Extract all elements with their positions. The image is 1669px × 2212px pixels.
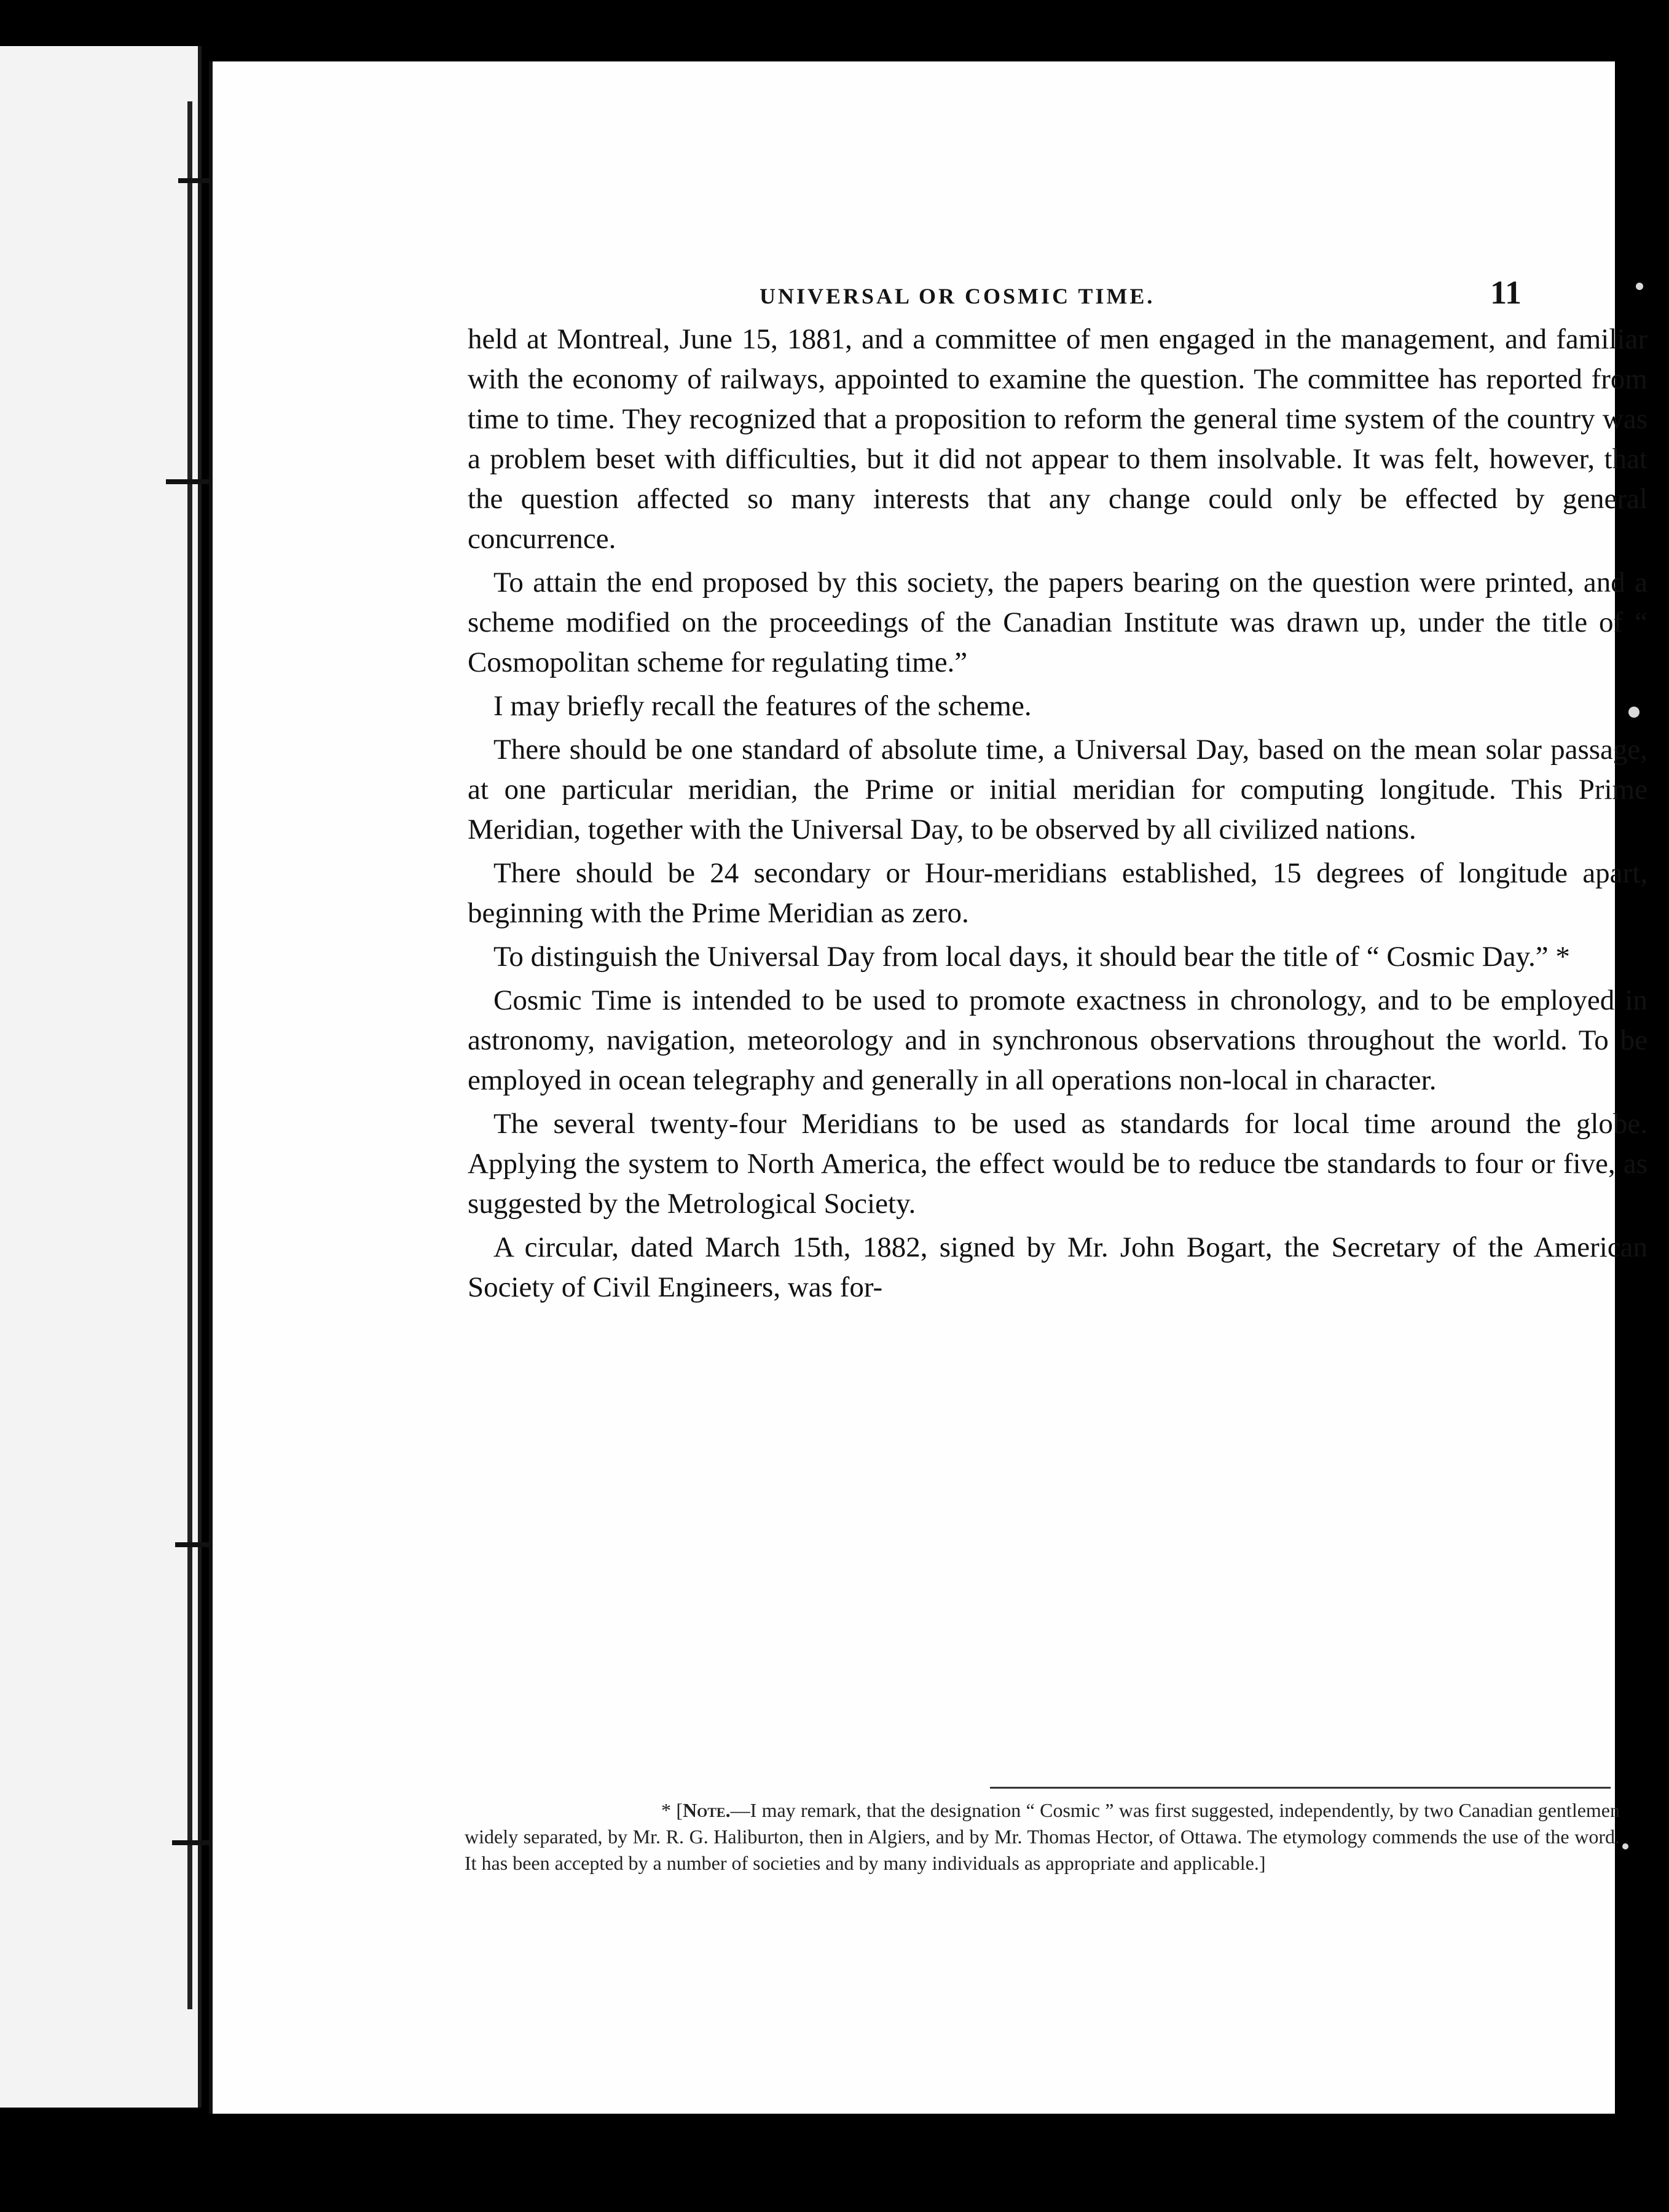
scan-speck — [1628, 707, 1640, 718]
paragraph: There should be one standard of absolute time, a Universal Day, based on the mean solar passage, at one particular meridian, the Prime or initial meridian for computing longitude. This Prime Meridian, together with the Universal Day, to be observed by all civilized nations. — [468, 734, 1647, 845]
paragraph: To attain the end proposed by this society, the papers bearing on the question were printed, and a scheme modified on the proceedings of the Canadian Institute was drawn up, under the title of “ Cosmopolitan scheme for regulating time.” — [468, 567, 1647, 678]
footnote-rule — [990, 1787, 1611, 1789]
binding-edge-line — [187, 101, 192, 2009]
scan-speck — [1622, 1843, 1628, 1849]
paragraph: I may briefly recall the features of the scheme. — [493, 690, 1032, 722]
paragraph: Cosmic Time is intended to be used to promote exactness in chronology, and to be employed in astronomy, navigation, meteorology and in synchronous observations throughout the world. To be employed in ocean telegraphy and generally in all operations non-local in character. — [468, 984, 1647, 1096]
footnote-marker: * [ — [661, 1799, 683, 1821]
paragraph: The several twenty-four Meridians to be used as standards for local time around the globe. Applying the system to North America, the effect would be to reduce tbe standards to four or five, as suggested by the Metrological Society. — [468, 1108, 1647, 1220]
footnote-label: Note. — [683, 1799, 731, 1821]
footnote — [465, 1797, 1620, 1877]
page-number: 11 — [1490, 274, 1522, 311]
scan-speck — [1636, 283, 1643, 290]
paragraph: There should be 24 secondary or Hour-meridians established, 15 degrees of longitude apart, beginning with the Prime Meridian as zero. — [468, 857, 1647, 929]
book-page — [209, 61, 1647, 2114]
body-text — [468, 320, 1647, 1311]
running-head — [760, 273, 1522, 312]
paragraph: To distinguish the Universal Day from local days, it should bear the title of “ Cosmic Day.” * — [493, 941, 1570, 973]
facing-page-edge — [0, 46, 202, 2108]
running-head-title: UNIVERSAL OR COSMIC TIME. — [760, 284, 1155, 308]
paragraph: held at Montreal, June 15, 1881, and a committee of men engaged in the management, and familiar with the economy of railways, appointed to examine the question. The committee has reported from time to time. They recognized that a proposition to reform the general time system of the country was a problem beset with difficulties, but it did not appear to them insolvable. It was felt, however, that the question affected so many interests that any change could only be effected by general concurrence. — [468, 323, 1647, 555]
footnote-text: —I may remark, that the designation “ Cosmic ” was first suggested, independently, by two Canadian gentlemen widely separated, by Mr. R. G. Haliburton, then in Algiers, and by Mr. Thomas Hector, of Ottawa. The etymology commends the use of the word. It has been accepted by a number of societies and by many individuals as appropriate and applicable.] — [465, 1799, 1620, 1874]
paragraph: A circular, dated March 15th, 1882, signed by Mr. John Bogart, the Secretary of the American Society of Civil Engineers, was for- — [468, 1231, 1647, 1303]
